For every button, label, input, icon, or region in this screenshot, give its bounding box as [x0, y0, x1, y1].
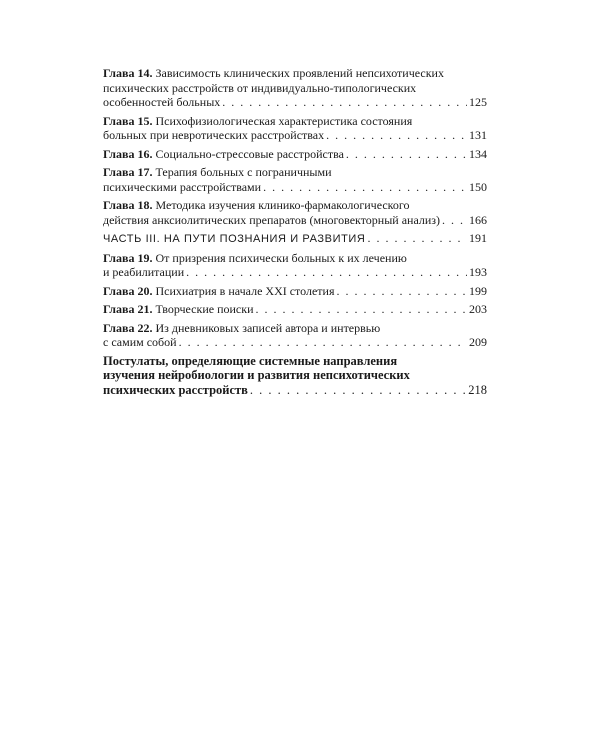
toc-entry-last-line — [103, 265, 487, 280]
chapter-title-line: и реабилитации — [103, 265, 185, 279]
dot-leader — [263, 180, 467, 195]
toc-entry-chapter-16[interactable] — [103, 147, 487, 162]
toc-entry-chapter-19[interactable] — [103, 251, 487, 280]
toc-entry-part-3[interactable] — [103, 231, 487, 247]
toc-entry-line — [103, 66, 487, 81]
dot-leader — [179, 335, 467, 350]
chapter-title-line: особенностей больных — [103, 95, 221, 109]
page-number: 131 — [469, 128, 487, 142]
toc-entry-chapter-21[interactable] — [103, 302, 487, 317]
page-number: 150 — [469, 179, 487, 194]
toc-entry-chapter-15[interactable] — [103, 114, 487, 143]
toc-entry-last-line — [103, 383, 487, 398]
part-label: ЧАСТЬ III. — [103, 233, 161, 245]
chapter-title-line: психических расстройств от индивидуально-типологических — [103, 80, 417, 95]
toc-entry-last-line — [103, 213, 487, 228]
dot-leader — [250, 383, 466, 398]
toc-entry-line — [103, 321, 487, 336]
chapter-label: Глава 20. — [103, 283, 153, 298]
toc-entry-last-line — [103, 95, 487, 110]
toc-entry-chapter-20[interactable] — [103, 284, 487, 299]
page-number: 199 — [469, 283, 487, 298]
chapter-title-line: Психиатрия в начале XXI столетия — [155, 283, 335, 298]
page-number: 203 — [469, 302, 487, 316]
page-number: 125 — [469, 95, 487, 109]
toc-entry-line — [103, 251, 487, 266]
chapter-title-line: с самим собой — [103, 335, 177, 349]
postulates-title-line: Постулаты, определяющие системные направления — [103, 353, 398, 368]
chapter-title-line: Из дневниковых записей автора и интервью — [155, 320, 381, 335]
chapter-title-line: Творческие поиски — [155, 302, 254, 316]
dot-leader — [326, 128, 467, 143]
toc-entry-last-line — [103, 284, 487, 299]
chapter-title-line: Терапия больных с пограничными — [155, 165, 332, 179]
page-number: 134 — [469, 146, 487, 161]
chapter-label: Глава 16. — [103, 146, 153, 161]
chapter-title-line: больных при невротических расстройствах — [103, 128, 325, 142]
toc-entry-line — [103, 198, 487, 213]
page-number: 166 — [469, 212, 487, 227]
page-number: 191 — [469, 231, 487, 245]
chapter-title-line: психическими расстройствами — [103, 179, 262, 194]
chapter-title-line: действия анксиолитических препаратов (многовекторный анализ) — [103, 212, 441, 227]
toc-entry-last-line — [103, 147, 487, 162]
dot-leader — [336, 284, 467, 299]
chapter-label: Глава 22. — [103, 320, 153, 335]
chapter-label: Глава 18. — [103, 198, 153, 212]
toc-entry-last-line — [103, 231, 487, 247]
page-number: 193 — [469, 265, 487, 279]
chapter-title-line: Психофизиологическая характеристика состояния — [155, 113, 413, 128]
dot-leader — [442, 213, 467, 228]
page-number: 209 — [469, 335, 487, 349]
toc-entry-chapter-18[interactable] — [103, 198, 487, 227]
dot-leader — [367, 231, 467, 246]
toc-entry-postulates[interactable] — [103, 354, 487, 398]
page-number: 218 — [468, 382, 487, 397]
chapter-label: Глава 21. — [103, 302, 153, 316]
dot-leader — [222, 95, 467, 110]
toc-entry-line — [103, 165, 487, 180]
dot-leader — [186, 265, 467, 280]
toc-entry-line — [103, 114, 487, 129]
chapter-title-line: Зависимость клинических проявлений непсихотических — [155, 66, 444, 80]
toc-entry-chapter-17[interactable] — [103, 165, 487, 194]
toc-entry-chapter-14[interactable] — [103, 66, 487, 110]
postulates-title-line: изучения нейробиологии и развития непсихотических — [103, 368, 410, 382]
postulates-title-line: психических расстройств — [103, 382, 248, 397]
chapter-title-line: Социально-стрессовые расстройства — [155, 146, 344, 161]
chapter-label: Глава 19. — [103, 250, 153, 265]
chapter-label: Глава 14. — [103, 66, 153, 80]
chapter-label: Глава 17. — [103, 165, 153, 179]
toc-entry-chapter-22[interactable] — [103, 321, 487, 350]
part-title: НА ПУТИ ПОЗНАНИЯ И РАЗВИТИЯ — [163, 233, 366, 245]
table-of-contents — [103, 66, 487, 401]
chapter-title-line: Методика изучения клинико-фармакологического — [155, 198, 410, 212]
chapter-title-line: От призрения психически больных к их лечению — [155, 250, 407, 265]
dot-leader — [256, 302, 467, 317]
chapter-label: Глава 15. — [103, 113, 153, 128]
toc-entry-last-line — [103, 180, 487, 195]
toc-entry-last-line — [103, 128, 487, 143]
toc-entry-last-line — [103, 302, 487, 317]
toc-entry-last-line — [103, 335, 487, 350]
dot-leader — [346, 147, 467, 162]
